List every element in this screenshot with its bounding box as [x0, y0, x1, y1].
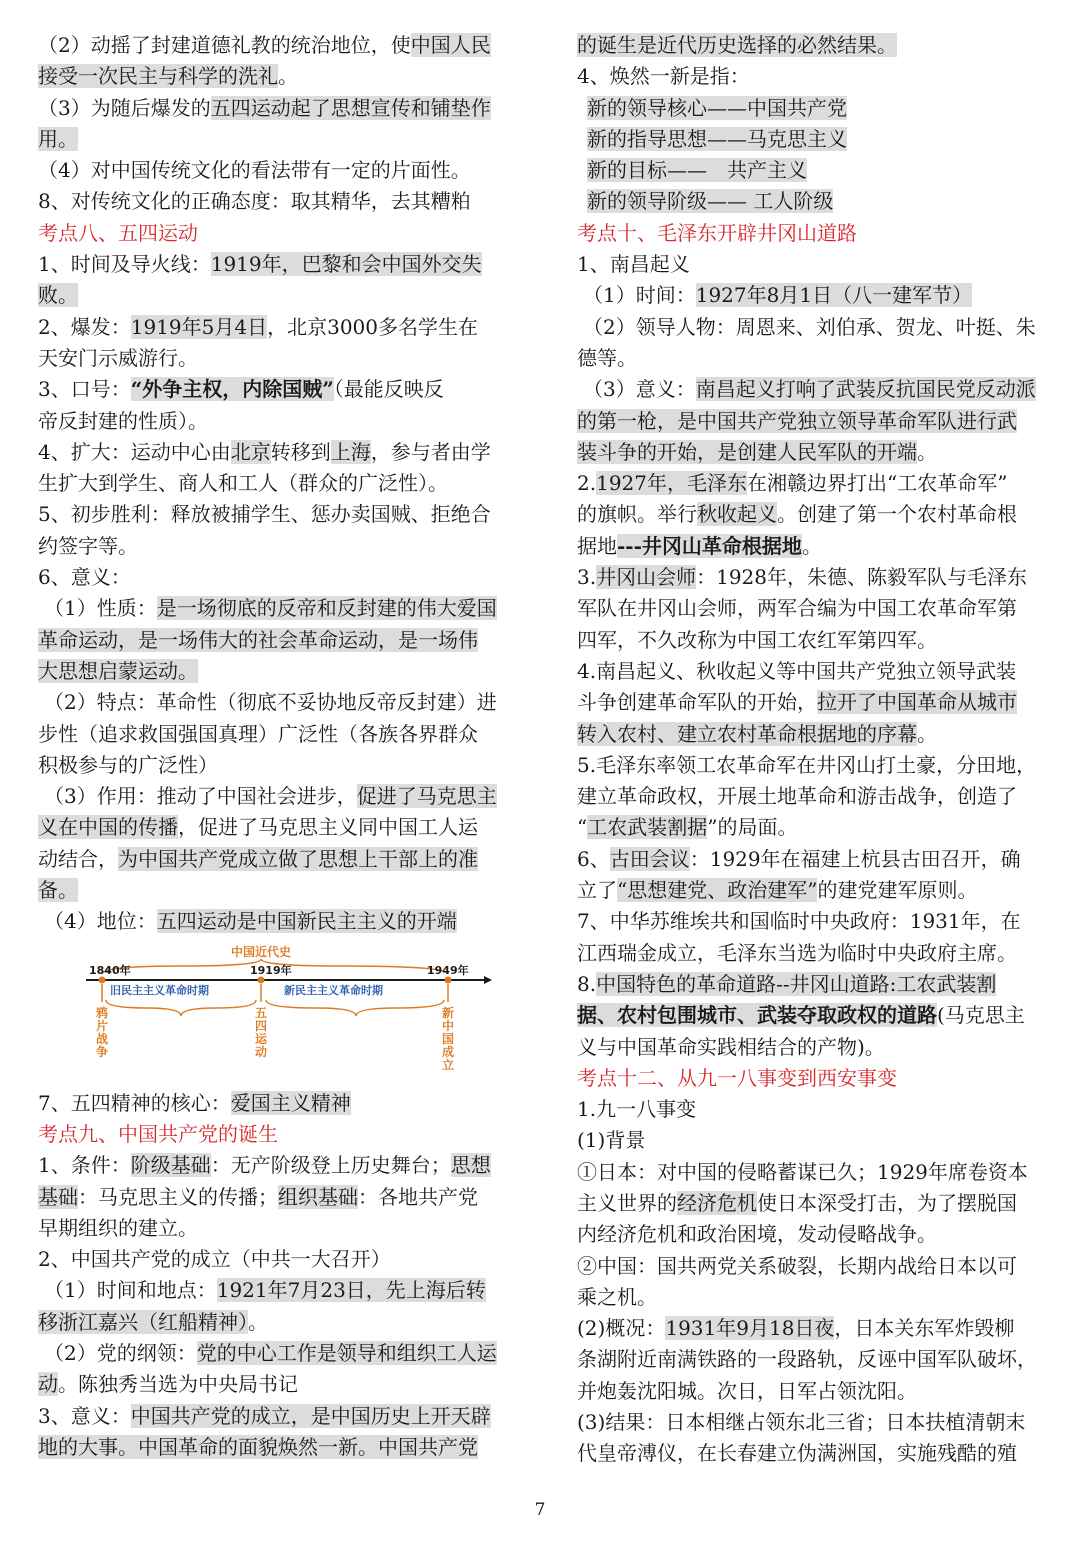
text-line: （4）地位：五四运动是中国新民主主义的开端 [44, 909, 457, 934]
timeline-figure [38, 938, 506, 1088]
text-line: 5.毛泽东率领工农革命军在井冈山打土豪，分田地， [577, 752, 1037, 777]
text-line: 用。 [38, 126, 78, 151]
text-line: 的旗帜。举行秋收起义。创建了第一个农村革命根 [577, 502, 1017, 527]
text-line: 据地---井冈山革命根据地。 [577, 533, 822, 558]
right-column [577, 30, 1045, 1470]
text-line: 据、农村包围城市、武装夺取政权的道路(马克思主 [577, 1003, 1025, 1028]
text-line: （2）领导人物：周恩来、刘伯承、贺龙、叶挺、朱 [583, 314, 1036, 339]
text-line: 6、古田会议：1929年在福建上杭县古田召开，确 [577, 846, 1021, 871]
event-1840-char: 战 [95, 1031, 109, 1046]
text-line: （1）时间和地点：1921年7月23日，先上海后转 [44, 1278, 486, 1303]
text-line: 主义世界的经济危机使日本深受打击，为了摆脱国 [577, 1190, 1017, 1215]
text-line: ②中国：国共两党关系破裂，长期内战给日本以可 [577, 1253, 1017, 1278]
text-line: 8、对传统文化的正确态度：取其精华，去其糟粕 [38, 189, 471, 214]
text-line: 动。陈独秀当选为中央局书记 [38, 1372, 298, 1397]
text-line: （3）意义：南昌起义打响了武装反抗国民党反动派 [583, 377, 1036, 402]
text-line: 步性（追求救国强国真理）广泛性（各族各界群众 [38, 721, 478, 746]
text-line: 的第一枪，是中国共产党独立领导革命军队进行武 [577, 408, 1017, 433]
text-line: 并炮轰沈阳城。次日，日军占领沈阳。 [577, 1378, 917, 1403]
text-line: 代皇帝溥仪，在长春建立伪满洲国，实施残酷的殖 [577, 1441, 1017, 1466]
text-line: 2、中国共产党的成立（中共一大召开） [38, 1247, 391, 1272]
text-line: 天安门示威游行。 [38, 345, 198, 370]
text-line: 立了“思想建党、政治建军”的建党建军原则。 [577, 878, 978, 903]
text-line: 的诞生是近代历史选择的必然结果。 [577, 33, 897, 57]
text-line: 地的大事。中国革命的面貌焕然一新。中国共产党 [38, 1434, 478, 1459]
text-line: 义在中国的传播，促进了马克思主义同中国工人运 [38, 815, 478, 840]
text-line: 约签字等。 [38, 533, 138, 558]
text-line: 动结合，为中国共产党成立做了思想上干部上的准 [38, 846, 478, 871]
text-line: 2、爆发：1919年5月4日，北京3000多名学生在 [38, 314, 478, 339]
timeline-title: 中国近代史 [230, 944, 292, 959]
text-line: （1）性质：是一场彻底的反帝和反封建的伟大爱国 [44, 596, 497, 621]
text-line: 新的目标—— 共产主义 [587, 158, 807, 183]
text-line: 条湖附近南满铁路的一段路轨，反诬中国军队破坏， [577, 1347, 1037, 1372]
year-1840: 1840年 [89, 963, 131, 977]
text-line: “工农武装割据”的局面。 [577, 815, 798, 840]
text-line: 新的指导思想——马克思主义 [587, 126, 847, 151]
text-line: 1、条件：阶级基础：无产阶级登上历史舞台；思想 [38, 1153, 491, 1178]
text-line: (1)背景 [577, 1128, 646, 1153]
section-heading-12: 考点十二、从九一八事变到西安事变 [577, 1065, 897, 1090]
event-1949-char: 成 [441, 1044, 455, 1059]
text-line: 斗争创建革命军队的开始，拉开了中国革命从城市 [577, 690, 1017, 715]
text-line: 新的领导核心——中国共产党 [587, 95, 847, 120]
text-line: 建立革命政权，开展土地革命和游击战争，创造了 [577, 784, 1017, 809]
text-line: （2）动摇了封建道德礼教的统治地位，使中国人民 [38, 33, 491, 57]
year-1949: 1949年 [427, 963, 469, 977]
text-line: 4、扩大：运动中心由北京转移到上海，参与者由学 [38, 439, 491, 464]
event-1949-char: 国 [441, 1031, 455, 1046]
event-1840-char: 鸦 [95, 1005, 109, 1020]
text-line: 1、时间及导火线：1919年，巴黎和会中国外交失 [38, 252, 482, 277]
text-line: 四军，不久改称为中国工农红军第四军。 [577, 627, 937, 652]
event-1919-char: 动 [254, 1044, 268, 1059]
text-line: 帝反封建的性质）。 [38, 408, 208, 433]
event-1949-char: 中 [441, 1018, 455, 1033]
timeline-diagram [56, 942, 496, 1082]
text-line: 积极参与的广泛性） [38, 752, 218, 777]
text-line: （3）为随后爆发的五四运动起了思想宣传和铺垫作 [38, 95, 491, 120]
text-line: (2)概况：1931年9月18日夜，日本关东军炸毁柳 [577, 1316, 1015, 1341]
page-number: 7 [534, 1500, 546, 1520]
text-line: 早期组织的建立。 [38, 1215, 198, 1240]
text-line: 败。 [38, 283, 78, 308]
text-line: 内经济危机和政治困境，发动侵略战争。 [577, 1222, 937, 1247]
old-period-label: 旧民主主义革命时期 [110, 983, 209, 997]
section-heading-8: 考点八、五四运动 [38, 220, 198, 245]
text-line: 备。 [38, 878, 78, 903]
text-line: （1）时间：1927年8月1日（八一建军节） [583, 283, 973, 308]
event-1840-char: 片 [95, 1018, 109, 1033]
text-line: （4）对中国传统文化的看法带有一定的片面性。 [38, 158, 471, 183]
event-1919-char: 运 [254, 1031, 268, 1046]
text-line: 乘之机。 [577, 1284, 657, 1309]
text-line: 4、焕然一新是指： [577, 64, 750, 89]
event-1840-char: 争 [95, 1044, 109, 1059]
text-line: 江西瑞金成立，毛泽东当选为临时中央政府主席。 [577, 940, 1017, 965]
marker-1919 [258, 976, 265, 983]
text-line: 大思想启蒙运动。 [38, 658, 198, 683]
text-line: 生扩大到学生、商人和工人（群众的广泛性）。 [38, 471, 448, 496]
text-line: 德等。 [577, 345, 637, 370]
text-line: 义与中国革命实践相结合的产物)。 [577, 1034, 885, 1059]
event-1949-char: 新 [441, 1005, 455, 1020]
text-line: 新的领导阶级—— 工人阶级 [587, 189, 834, 214]
text-line: 7、中华苏维埃共和国临时中央政府：1931年，在 [577, 909, 1021, 934]
text-line: （2）党的纲领：党的中心工作是领导和组织工人运 [44, 1340, 497, 1365]
text-line: 2.1927年，毛泽东在湘赣边界打出“工农革命军” [577, 471, 1008, 496]
text-line: 6、意义： [38, 565, 131, 590]
text-line: 基础：马克思主义的传播；组织基础：各地共产党 [38, 1184, 478, 1209]
text-line: 5、初步胜利：释放被捕学生、惩办卖国贼、拒绝合 [38, 502, 491, 527]
left-column [38, 30, 506, 1463]
text-line: ①日本：对中国的侵略蓄谋已久；1929年席卷资本 [577, 1159, 1028, 1184]
text-line: 3、意义：中国共产党的成立，是中国历史上开天辟 [38, 1403, 491, 1428]
event-1919-char: 五 [254, 1005, 268, 1020]
text-line: 装斗争的开始，是创建人民军队的开端。 [577, 439, 937, 464]
text-line: 4.南昌起义、秋收起义等中国共产党独立领导武装 [577, 658, 1017, 683]
event-1919-char: 四 [254, 1018, 268, 1033]
arrow-right-icon [484, 976, 492, 984]
text-line: 3、口号：“外争主权，内除国贼”（最能反映反 [38, 377, 444, 402]
text-line: 军队在井冈山会师，两军合编为中国工农革命军第 [577, 596, 1017, 621]
year-1919: 1919年 [250, 963, 292, 977]
new-period-label: 新民主主义革命时期 [284, 983, 383, 997]
text-line: 革命运动，是一场伟大的社会革命运动，是一场伟 [38, 627, 478, 652]
section-heading-10: 考点十、毛泽东开辟井冈山道路 [577, 220, 857, 245]
text-line: 8.中国特色的革命道路--井冈山道路:工农武装割 [577, 971, 997, 996]
text-line: 移浙江嘉兴（红船精神）。 [38, 1309, 268, 1334]
event-1949-char: 立 [441, 1057, 455, 1072]
text-line: 1.九一八事变 [577, 1097, 697, 1122]
marker-1949 [445, 976, 452, 983]
text-line: 3.井冈山会师：1928年，朱德、陈毅军队与毛泽东 [577, 565, 1027, 590]
text-line: 转入农村、建立农村革命根据地的序幕。 [577, 721, 937, 746]
new-period-brace [266, 1000, 444, 1016]
marker-1840 [99, 976, 106, 983]
old-period-brace [106, 1000, 256, 1016]
text-line: 1、南昌起义 [577, 252, 690, 277]
text-line: （3）作用：推动了中国社会进步，促进了马克思主 [44, 784, 497, 809]
text-line: 7、五四精神的核心：爱国主义精神 [38, 1090, 351, 1115]
text-line: （2）特点：革命性（彻底不妥协地反帝反封建）进 [44, 690, 497, 715]
text-line: (3)结果：日本相继占领东北三省；日本扶植清朝末 [577, 1410, 1026, 1435]
section-heading-9: 考点九、中国共产党的诞生 [38, 1121, 278, 1146]
text-line: 接受一次民主与科学的洗礼。 [38, 64, 298, 89]
